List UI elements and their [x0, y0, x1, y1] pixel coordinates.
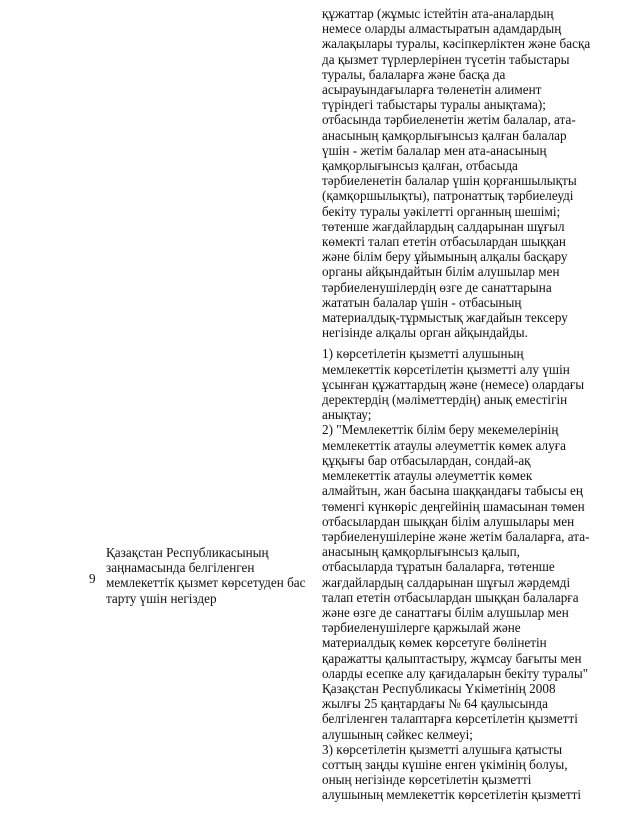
text-line: 2) "Мемлекеттік білім беру мекемелерінің [322, 422, 559, 438]
text-line: түріндегі табыстары туралы анықтама); [322, 97, 546, 113]
text-line: төтенше жағдайлардың салдарынан шұғыл [322, 218, 565, 234]
text-line: да қызмет түрлерлерінен түсетін табыстары [322, 51, 570, 67]
text-line: материалдық көмек көрсетуге бөлінетін [322, 635, 547, 651]
row-number: 9 [89, 571, 96, 586]
text-line: және білім беру ұйымының алқалы басқару [322, 249, 568, 265]
text-line: тарту үшін негіздер [106, 590, 217, 606]
text-line: көмекті талап ететін отбасылардан шыққан [322, 234, 566, 250]
text-line: тәрбиеленетін балалар үшін қорғаншылықты [322, 173, 577, 189]
text-line: тәрбиеленушілерге қаржылай және [322, 620, 521, 636]
text-line: алушының сәйкес келмеуі; [322, 726, 473, 742]
text-line: құжаттар (жұмыс істейтін ата-аналардың [322, 6, 554, 21]
text-line: анасының қамқорлығынсыз қалған балалар [322, 127, 567, 143]
documents-paragraph [322, 6, 638, 340]
text-line: төменгі күнкөріс деңгейінің шамасынан төмен [322, 498, 585, 514]
text-line: жылғы 25 қаңтардағы № 64 қаулысында [322, 696, 548, 712]
text-line: отбасында тәрбиеленетін жетім балалар, ата- [322, 112, 576, 128]
text-line: мемлекеттік көрсетілетін қызметті алу үшін [322, 361, 570, 377]
text-line: негізінде алқалы орган айқындайды. [322, 325, 528, 341]
text-line: материалдық-тұрмыстық жағдайын тексеру [322, 310, 568, 326]
text-line: Қазақстан Республикасының [106, 545, 269, 560]
text-line: жағдайлардың салдарынан шұғыл жәрдемді [322, 574, 571, 590]
text-line: тәрбиеленушілердің өзге де санаттарына [322, 279, 552, 295]
text-line: мемлекеттік қызмет көрсетуден бас [106, 575, 306, 591]
text-line: ұсынған құжаттардың және (немесе) олардағы [322, 376, 585, 392]
refusal-grounds-paragraph [322, 346, 638, 802]
text-line: белгіленген талаптарға көрсетілетін қызметті [322, 711, 578, 727]
text-line: тәрбиеленушілеріне және жетім балаларға, ата- [322, 528, 590, 544]
text-line: (қамқоршылықты), патронаттық тәрбиелеуді [322, 188, 574, 204]
text-line: талап ететін отбасылардан шыққан балаларға [322, 589, 579, 605]
text-line: оларды есепке алу қағидаларын бекіту туралы" [322, 665, 589, 681]
text-line: бекіту туралы уәкілетті органның шешімі; [322, 203, 561, 219]
text-line: және өзге де санаттағы білім алушылар мен [322, 604, 569, 620]
text-line: заңнамасында белгіленген [106, 560, 255, 576]
text-line: оның негізінде көрсетілетін қызметті [322, 772, 532, 788]
text-line: жататын балалар үшін - отбасының [322, 294, 522, 310]
row-title [106, 545, 306, 606]
text-line: қаражатты қалыптастыру, жұмсау бағыты мен [322, 650, 582, 666]
text-line: алмайтын, жан басына шаққандағы табысы ең [322, 483, 583, 499]
text-line: деректердің (мәліметтердің) анық еместігін [322, 392, 568, 408]
text-line: анасының қамқорлығынсыз қалып, [322, 544, 520, 560]
text-line: қамқорлығынсыз қалған, отбасыда [322, 158, 518, 174]
text-line: асырауындағыларға төленетін алимент [322, 82, 542, 98]
text-line: органы айқындайтын білім алушылар мен [322, 264, 560, 280]
text-line: мемлекеттік атаулы әлеуметтік көмек [322, 468, 533, 484]
text-line: 3) көрсетілетін қызметті алушыға қатысты [322, 741, 563, 757]
text-line: соттың заңды күшіне енген үкімінің болуы, [322, 756, 568, 772]
text-line: құқығы бар отбасылардан, сондай-ақ [322, 452, 531, 468]
text-line: мемлекеттік атаулы әлеуметтік көмек алуға [322, 437, 566, 453]
row-content [322, 6, 638, 803]
text-line: алушының мемлекеттік көрсетілетін қызметті [322, 787, 582, 803]
text-line: үшін - жетім балалар мен ата-анасының [322, 142, 547, 158]
text-line: немесе оларды алмастыратын адамдардың [322, 21, 562, 37]
text-line: жалақылары туралы, кәсіпкерліктен және басқа [322, 36, 591, 52]
text-line: отбасыларда тұратын балаларға, төтенше [322, 559, 555, 575]
text-line: туралы, балаларға және басқа да [322, 66, 506, 82]
text-line: 1) көрсетілетін қызметті алушының [322, 346, 524, 362]
text-line: анықтау; [322, 407, 372, 423]
text-line: отбасылардан шыққан білім алушылары мен [322, 513, 575, 529]
text-line: Қазақстан Республикасы Үкіметінің 2008 [322, 680, 556, 696]
